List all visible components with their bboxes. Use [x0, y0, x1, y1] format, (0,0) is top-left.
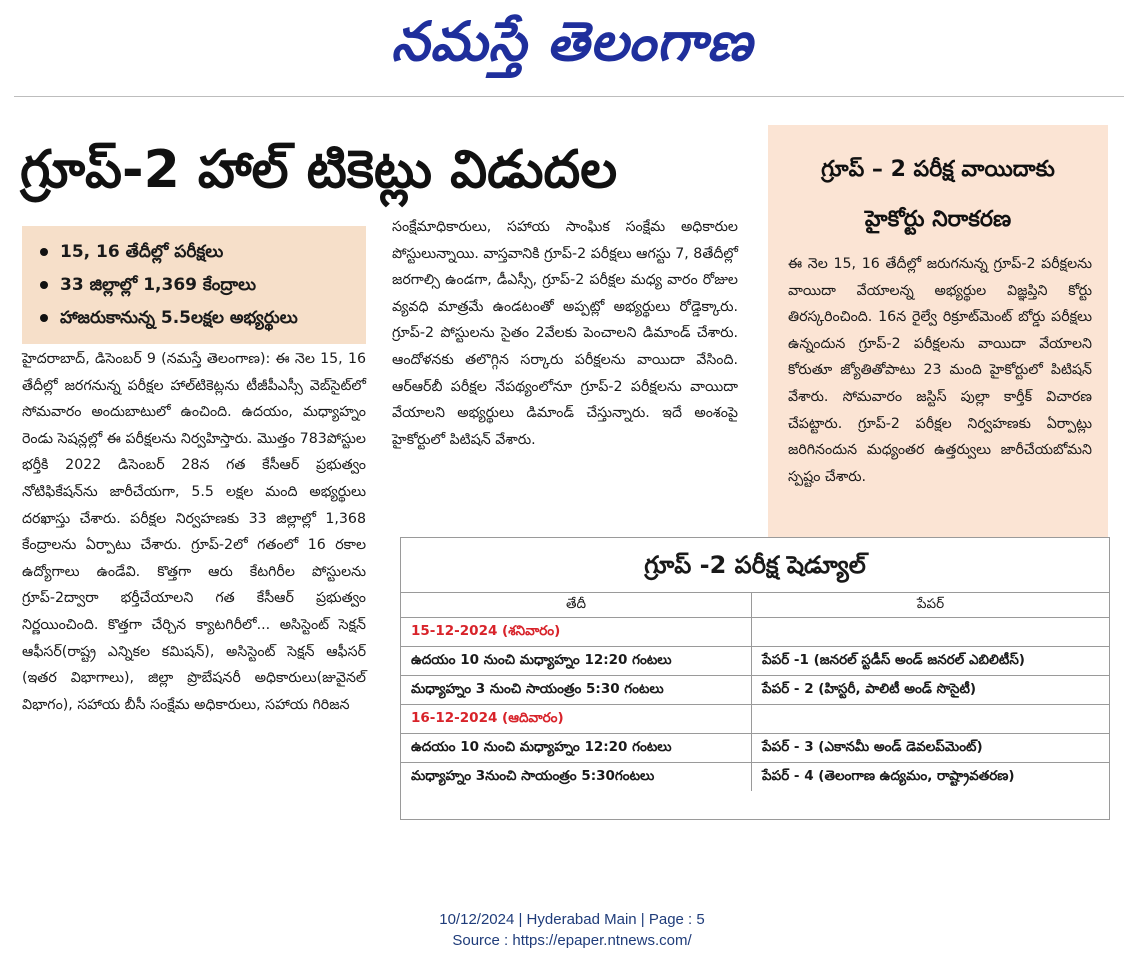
empty-cell: [752, 705, 1110, 734]
highlight-item: 15, 16 తేదీల్లో పరీక్షలు: [22, 236, 366, 269]
article-column-2: [392, 214, 738, 453]
date-cell: 15-12-2024 (శనివారం): [401, 618, 752, 647]
article-column-1: [22, 346, 366, 718]
table-row: [401, 676, 1109, 705]
schedule-title: గ్రూప్ -2 పరీక్ష షెడ్యూల్: [401, 538, 1109, 593]
column-header-date: తేదీ: [401, 593, 752, 618]
highlight-item: హాజరుకానున్న 5.5లక్షల అభ్యర్థులు: [22, 302, 366, 335]
highlights-box: [22, 226, 366, 344]
sidebar-story: [768, 125, 1108, 537]
table-row: [401, 734, 1109, 763]
bullet-icon: [40, 248, 48, 256]
column-header-paper: పేపర్: [752, 593, 1110, 618]
footer-source-link[interactable]: Source : https://epaper.ntnews.com/: [452, 932, 692, 949]
time-cell: మధ్యాహ్నం 3నుంచి సాయంత్రం 5:30గంటలు: [401, 763, 752, 792]
sidebar-body: ఈ నెల 15, 16 తేదీల్లో జరుగనున్న గ్రూప్-2 పరీక్షలను వాయిదా వేయాలన్న అభ్యర్థుల విజ్ఞప్తిని కోర్టు తిరస్కరించింది. 16న రైల్వే రిక్రూట్‌మెంట్ బోర్డు పరీక్షలు ఉన్నందున గ్రూప్-2 పరీక్షలను వాయిదా వేయాలని కోరుతూ జ్యోతితోపాటు 23 మంది హైకోర్టులో పిటిషన్ వేశారు. సోమవారం జస్టిస్ పుల్లా కార్తీక్ విచారణ చేపట్టారు. గ్రూప్-2 పరీక్షల నిర్వహణకు ఏర్పాట్లు జరిగినందున మధ్యంతర ఉత్తర్వులు జారీచేయబోమని స్పష్టం చేశారు.: [788, 256, 1092, 485]
article-headline: గ్రూప్-2 హాల్ టికెట్లు విడుదల: [20, 140, 618, 200]
highlight-item: 33 జిల్లాల్లో 1,369 కేంద్రాలు: [22, 269, 366, 302]
article-text: హైదరాబాద్, డిసెంబర్ 9 (నమస్తే తెలంగాణ): ఈ నెల 15, 16 తేదీల్లో జరగనున్న పరీక్షల హాల్‌టికెట్లను టీజీపీఎస్సీ వెబ్‌సైట్‌లో సోమవారం అందుబాటులో ఉంచింది. ఉదయం, మధ్యాహ్నం రెండు సెషన్లల్లో ఈ పరీక్షలను నిర్వహిస్తారు. మొత్తం 783పోస్టుల భర్తీకి 2022 డిసెంబర్ 28న గత కేసీఆర్ ప్రభుత్వం నోటిఫికేషన్‌ను జారీచేయగా, 5.5 లక్షల మంది అభ్యర్థులు దరఖాస్తు చేశారు. పరీక్షల నిర్వహణకు 33 జిల్లాల్లో 1,368 కేంద్రాలను ఏర్పాటు చేశారు. గ్రూప్-2లో గతంలో 16 రకాల ఉద్యోగాలు ఉండేవి. కొత్తగా ఆరు కేటగిరీల పోస్టులను గ్రూప్-2ద్వారా భర్తీచేయాలని గత కేసీఆర్ ప్రభుత్వం నిర్ణయించింది. కొత్తగా చేర్చిన క్యాటగిరీలో... అసిస్టెంట్ సెక్షన్ ఆఫీసర్(రాష్ట్ర ఎన్నికల కమిషన్), అసిస్టెంట్ సెక్షన్ ఆఫీసర్ (ఇతర విభాగాలు), జిల్లా ప్రొబేషనరీ అధికారులు(జువైనల్ విభాగం), సహాయ బీసీ సంక్షేమ అధికారులు, సహాయ గిరిజన: [22, 351, 366, 713]
empty-cell: [752, 618, 1110, 647]
schedule-grid: [401, 593, 1109, 791]
date-cell: 16-12-2024 (ఆదివారం): [401, 705, 752, 734]
time-cell: ఉదయం 10 నుంచి మధ్యాహ్నం 12:20 గంటలు: [401, 647, 752, 676]
exam-schedule-table: [400, 537, 1110, 820]
table-row: [401, 647, 1109, 676]
table-row: [401, 763, 1109, 792]
table-header-row: [401, 593, 1109, 618]
table-row-date: [401, 705, 1109, 734]
bullet-icon: [40, 314, 48, 322]
paper-cell: పేపర్ - 3 (ఎకానమీ అండ్ డెవలప్‌మెంట్): [752, 734, 1110, 763]
paper-cell: పేపర్ -1 (జనరల్ స్టడీస్ అండ్ జనరల్ ఎబిలిటీస్): [752, 647, 1110, 676]
bullet-icon: [40, 281, 48, 289]
time-cell: ఉదయం 10 నుంచి మధ్యాహ్నం 12:20 గంటలు: [401, 734, 752, 763]
paper-cell: పేపర్ - 2 (హిస్టరీ, పాలిటీ అండ్ సొసైటీ): [752, 676, 1110, 705]
paper-cell: పేపర్ - 4 (తెలంగాణ ఉద్యమం, రాష్ట్రావతరణ): [752, 763, 1110, 792]
masthead-divider: [14, 96, 1124, 97]
footer-edition-info: 10/12/2024 | Hyderabad Main | Page : 5: [439, 911, 705, 928]
table-row-date: [401, 618, 1109, 647]
time-cell: మధ్యాహ్నం 3 నుంచి సాయంత్రం 5:30 గంటలు: [401, 676, 752, 705]
sidebar-title: గ్రూప్ – 2 పరీక్ష వాయిదాకు హైకోర్టు నిరాకరణ: [821, 157, 1055, 232]
masthead-logo: నమస్తే తెలంగాణ: [391, 9, 753, 73]
article-text: సంక్షేమాధికారులు, సహాయ సాంఘిక సంక్షేమ అధికారుల పోస్టులున్నాయి. వాస్తవానికి గ్రూప్-2 పరీక్షలు ఆగస్టు 7, 8తేదీల్లో జరగాల్సి ఉండగా, డీఎస్సీ, గ్రూప్-2 పరీక్షల మధ్య వారం రోజుల వ్యవధి మాత్రమే ఉండటంతో అప్పట్లో అభ్యర్థులు రోడ్డెక్కారు. గ్రూప్-2 పోస్టులను సైతం 2వేలకు పెంచాలని డిమాండ్ చేశారు. ఆందోళనకు తలొగ్గిన సర్కారు పరీక్షలను వాయిదా వేసింది. ఆర్ఆర్‌బీ పరీక్షల నేపథ్యంలోనూ గ్రూప్-2 పరీక్షలను వాయిదా వేయాలని అభ్యర్థులు డిమాండ్ చేస్తున్నారు. ఇదే అంశంపై హైకోర్టులో పిటిషన్ వేశారు.: [392, 219, 738, 448]
